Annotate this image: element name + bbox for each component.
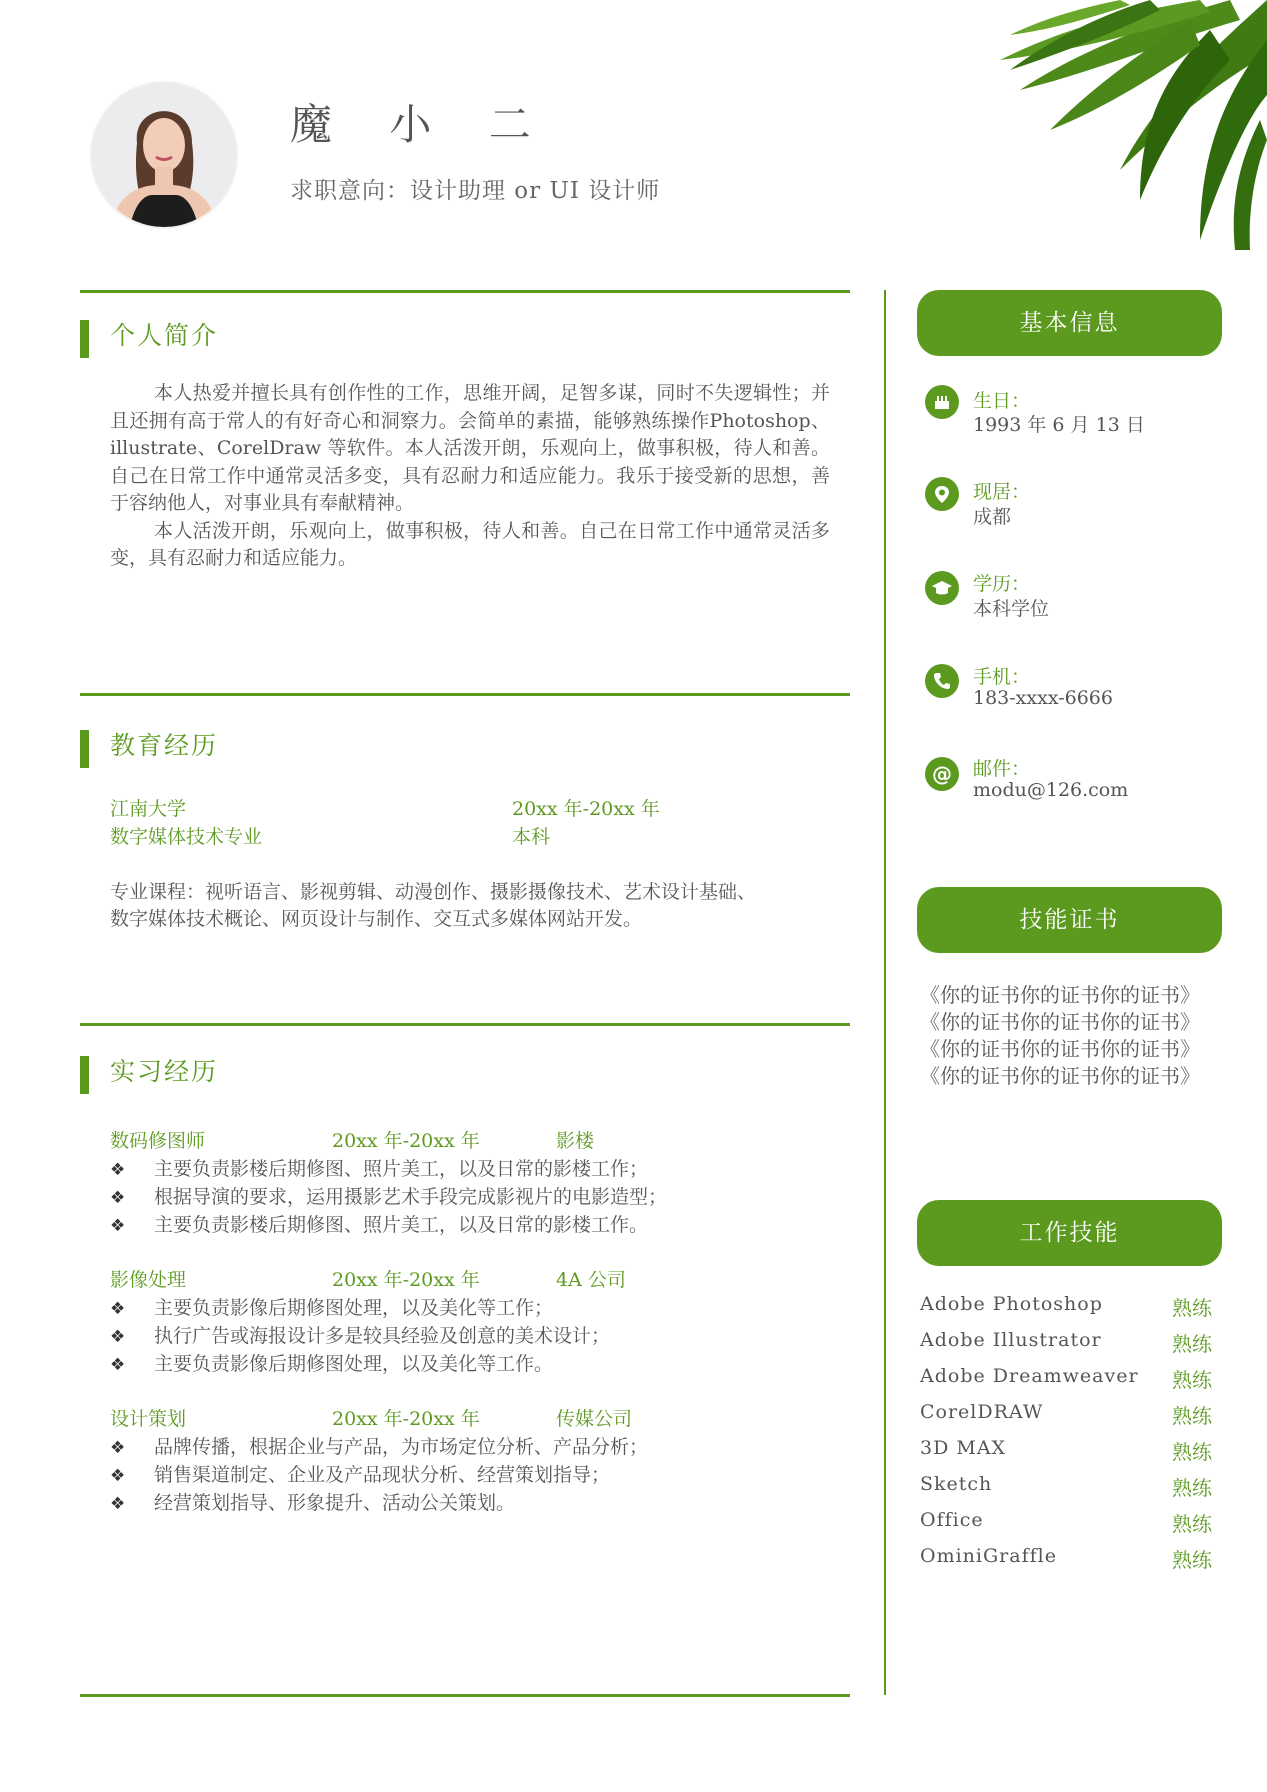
skill-level: 熟练 — [1172, 1440, 1212, 1464]
profile-text — [110, 380, 830, 573]
residence-label: 现居： — [973, 481, 1031, 503]
bullet-item — [110, 1293, 553, 1320]
section-title-education: 教育经历 — [110, 731, 219, 760]
major: 数字媒体技术专业 — [110, 826, 263, 848]
bullet-item — [110, 1210, 648, 1237]
email-value: modu@126.com — [973, 779, 1129, 801]
avatar — [92, 83, 236, 227]
phone-icon — [925, 664, 959, 698]
section-marker — [80, 1056, 89, 1094]
courses-line: 数字媒体技术概论、网页设计与制作、交互式多媒体网站开发。 — [110, 908, 643, 930]
diamond-bullet-icon: ❖ — [110, 1438, 126, 1458]
diamond-bullet-icon: ❖ — [110, 1494, 126, 1514]
diamond-bullet-icon: ❖ — [110, 1188, 126, 1208]
courses-line: 专业课程：视听语言、影视剪辑、动漫创作、摄影摄像技术、艺术设计基础、 — [110, 881, 757, 903]
bullet-item — [110, 1182, 667, 1209]
skill-level: 熟练 — [1172, 1548, 1212, 1572]
cake-icon — [925, 385, 959, 419]
skill-name: Sketch — [920, 1473, 993, 1495]
bullet-text: 根据导演的要求，运用摄影艺术手段完成影视片的电影造型； — [154, 1186, 668, 1208]
bullet-text: 执行广告或海报设计多是较具经验及创意的美术设计； — [154, 1325, 611, 1347]
section-marker — [80, 320, 89, 358]
certificates-header: 技能证书 — [917, 887, 1222, 953]
bullet-item — [110, 1460, 610, 1487]
certificate-item: 《你的证书你的证书你的证书》 — [920, 1064, 1200, 1088]
bullet-item — [110, 1432, 648, 1459]
bullet-text: 主要负责影像后期修图处理，以及美化等工作； — [154, 1297, 554, 1319]
education-label: 学历： — [973, 573, 1031, 595]
skill-level: 熟练 — [1172, 1368, 1212, 1392]
section-title-profile: 个人简介 — [110, 321, 219, 350]
internship-role: 影像处理 — [110, 1269, 187, 1291]
email-label: 邮件： — [973, 758, 1031, 780]
skill-name: Office — [920, 1509, 984, 1531]
graduation-cap-icon — [925, 571, 959, 605]
at-icon: @ — [925, 757, 959, 791]
section-divider — [80, 1694, 850, 1697]
diamond-bullet-icon: ❖ — [110, 1466, 126, 1486]
phone-value: 183-xxxx-6666 — [973, 687, 1113, 709]
bullet-item — [110, 1321, 610, 1348]
skill-name: Adobe Illustrator — [920, 1329, 1102, 1351]
skill-name: CorelDRAW — [920, 1401, 1044, 1423]
bullet-text: 销售渠道制定、企业及产品现状分析、经营策划指导； — [154, 1464, 611, 1486]
section-divider — [80, 290, 850, 293]
internship-period: 20xx 年-20xx 年 — [332, 1130, 480, 1152]
bullet-item — [110, 1349, 553, 1376]
skill-name: 3D MAX — [920, 1437, 1007, 1459]
education-period: 20xx 年-20xx 年 — [512, 798, 660, 820]
column-divider — [884, 290, 886, 1695]
bullet-text: 品牌传播，根据企业与产品，为市场定位分析、产品分析； — [154, 1436, 649, 1458]
internship-company: 传媒公司 — [556, 1408, 633, 1430]
section-divider — [80, 693, 850, 696]
profile-paragraph-1: 本人热爱并擅长具有创作性的工作，思维开阔，足智多谋，同时不失逻辑性；并且还拥有高于常人的有好奇心和洞察力。会简单的素描，能够熟练操作Photoshop、illustrate、CorelDraw 等软件。本人活泼开朗，乐观向上，做事积极，待人和善。自己在日常工作中通常灵活多变，具有忍耐力和适应能力。我乐于接受新的思想，善于容纳他人，对事业具有奉献精神。 — [110, 382, 830, 514]
certificate-item: 《你的证书你的证书你的证书》 — [920, 1010, 1200, 1034]
internship-period: 20xx 年-20xx 年 — [332, 1269, 480, 1291]
bullet-text: 经营策划指导、形象提升、活动公关策划。 — [154, 1492, 516, 1514]
bullet-text: 主要负责影楼后期修图、照片美工，以及日常的影楼工作。 — [154, 1214, 649, 1236]
basic-info-header: 基本信息 — [917, 290, 1222, 356]
degree: 本科 — [512, 826, 551, 848]
phone-label: 手机： — [973, 666, 1031, 688]
applicant-name: 魔 小 二 — [290, 100, 553, 149]
bullet-text: 主要负责影楼后期修图、照片美工，以及日常的影楼工作； — [154, 1158, 649, 1180]
skill-name: OminiGraffle — [920, 1545, 1057, 1567]
skill-level: 熟练 — [1172, 1332, 1212, 1356]
section-marker — [80, 730, 89, 768]
location-pin-icon — [925, 477, 959, 511]
internship-company: 4A 公司 — [556, 1269, 626, 1291]
internship-period: 20xx 年-20xx 年 — [332, 1408, 480, 1430]
skill-level: 熟练 — [1172, 1404, 1212, 1428]
diamond-bullet-icon: ❖ — [110, 1355, 126, 1375]
leaf-decoration — [900, 0, 1267, 250]
job-intent: 求职意向：设计助理 or UI 设计师 — [290, 178, 661, 204]
diamond-bullet-icon: ❖ — [110, 1216, 126, 1236]
skills-header: 工作技能 — [917, 1200, 1222, 1266]
internship-role: 数码修图师 — [110, 1130, 206, 1152]
skill-name: Adobe Photoshop — [920, 1293, 1103, 1315]
section-divider — [80, 1023, 850, 1026]
internship-company: 影楼 — [556, 1130, 595, 1152]
bullet-text: 主要负责影像后期修图处理，以及美化等工作。 — [154, 1353, 554, 1375]
certificate-item: 《你的证书你的证书你的证书》 — [920, 983, 1200, 1007]
diamond-bullet-icon: ❖ — [110, 1160, 126, 1180]
skill-level: 熟练 — [1172, 1296, 1212, 1320]
birthday-value: 1993 年 6 月 13 日 — [973, 414, 1145, 436]
bullet-item — [110, 1488, 515, 1515]
skill-name: Adobe Dreamweaver — [920, 1365, 1139, 1387]
skill-level: 熟练 — [1172, 1512, 1212, 1536]
internship-role: 设计策划 — [110, 1408, 187, 1430]
diamond-bullet-icon: ❖ — [110, 1327, 126, 1347]
certificate-item: 《你的证书你的证书你的证书》 — [920, 1037, 1200, 1061]
profile-paragraph-2: 本人活泼开朗，乐观向上，做事积极，待人和善。自己在日常工作中通常灵活多变，具有忍耐力和适应能力。 — [110, 519, 830, 569]
school-name: 江南大学 — [110, 798, 187, 820]
residence-value: 成都 — [973, 506, 1012, 528]
education-value: 本科学位 — [973, 598, 1050, 620]
birthday-label: 生日： — [973, 390, 1031, 412]
skill-level: 熟练 — [1172, 1476, 1212, 1500]
section-title-internship: 实习经历 — [110, 1057, 219, 1086]
diamond-bullet-icon: ❖ — [110, 1299, 126, 1319]
bullet-item — [110, 1154, 648, 1181]
